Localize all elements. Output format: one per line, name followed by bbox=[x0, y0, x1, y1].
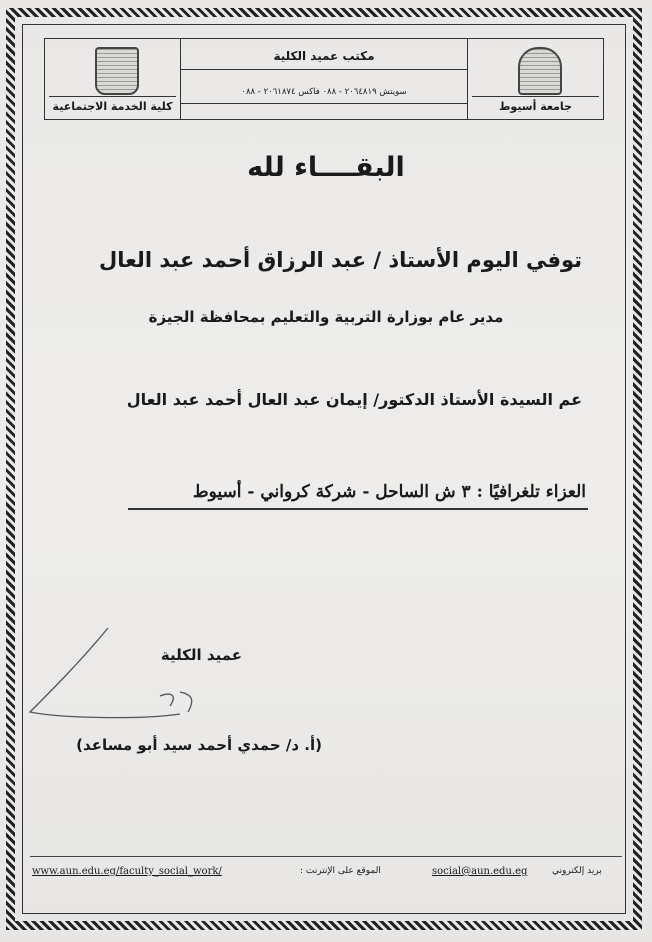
dean-title: عميد الكلية bbox=[160, 646, 242, 664]
university-block bbox=[467, 39, 603, 119]
condolence-line: العزاء تلغرافيًا : ٣ ش الساحل - شركة كرواني - أسيوط bbox=[192, 482, 586, 502]
position-line: مدير عام بوزارة التربية والتعليم بمحافظة الجيزة bbox=[148, 308, 504, 326]
handwritten-signature bbox=[20, 622, 220, 732]
university-logo-icon bbox=[518, 47, 562, 95]
email-label: بريد إلكتروني bbox=[552, 866, 602, 876]
faculty-logo-icon bbox=[95, 47, 139, 95]
underline bbox=[128, 508, 588, 510]
deceased-line: توفي اليوم الأستاذ / عبد الرزاق أحمد عبد العال bbox=[98, 248, 582, 272]
greeting-title: البقــــاء لله bbox=[247, 152, 405, 183]
office-title: مكتب عميد الكلية bbox=[273, 49, 375, 63]
letterhead bbox=[44, 38, 604, 120]
email-link[interactable]: social@aun.edu.eg bbox=[432, 866, 528, 877]
dean-name: (أ. د/ حمدي أحمد سيد أبو مساعد) bbox=[76, 736, 322, 754]
contact-line: سويتش ٢٠٦٤٨١٩ - ٠٨٨ فاكس ٢٠٦١٨٧٤ - ٠٨٨ bbox=[241, 87, 407, 97]
faculty-block bbox=[45, 39, 181, 119]
divider bbox=[181, 103, 467, 104]
divider bbox=[181, 69, 467, 70]
relation-line: عم السيدة الأستاذ الدكتور/ إيمان عبد العال أحمد عبد العال bbox=[126, 390, 582, 409]
website-label: الموقع على الإنترنت : bbox=[300, 866, 381, 876]
website-link[interactable]: www.aun.edu.eg/faculty_social_work/ bbox=[32, 866, 222, 877]
faculty-name: كلية الخدمة الاجتماعية bbox=[49, 96, 176, 113]
footer-divider bbox=[30, 856, 622, 857]
office-block bbox=[181, 39, 467, 119]
university-name: جامعة أسيوط bbox=[472, 96, 599, 113]
